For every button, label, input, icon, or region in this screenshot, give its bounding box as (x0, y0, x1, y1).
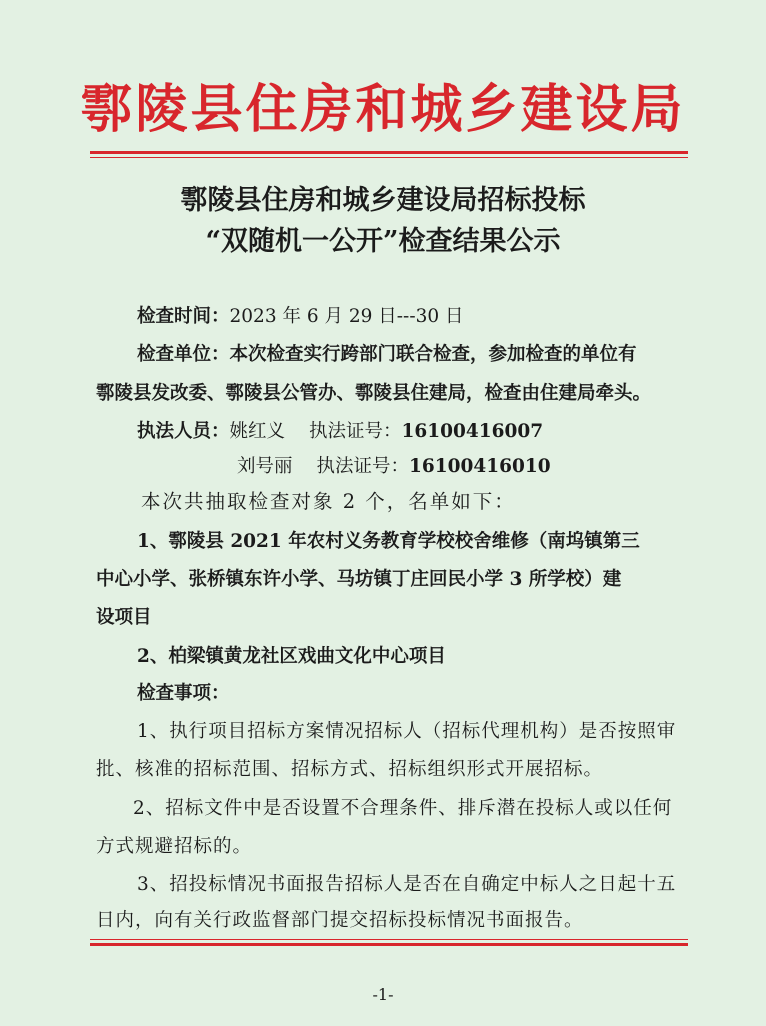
inspection-unit-label: 检查单位： (137, 344, 230, 365)
item-3-line1: 3、招投标情况书面报告招标人是否在自确定中标人之日起十五 (137, 874, 677, 895)
project-2: 2、柏梁镇黄龙社区戏曲文化中心项目 (137, 646, 446, 667)
sampling-intro: 本次共抽取检查对象 2 个，名单如下： (141, 490, 516, 513)
cert-number: 16100416007 (401, 421, 544, 442)
document-title-line2: “双随机一公开”检查结果公示 (205, 226, 561, 257)
enforcer-name: 姚红义 (229, 421, 286, 442)
cert-label: 执法证号： (316, 456, 410, 477)
item-1-line2: 批、核准的招标范围、招标方式、招标组织形式开展招标。 (96, 759, 604, 780)
inspection-time (137, 305, 464, 329)
page-number: -1- (372, 985, 394, 1004)
project-1-line3: 设项目 (96, 607, 152, 628)
project-1-line1: 1、鄠陵县 2021 年农村义务教育学校校舍维修（南坞镇第三 (137, 531, 640, 552)
enforcers-label: 执法人员： (137, 421, 230, 442)
document-title-line1: 鄠陵县住房和城乡建设局招标投标 (180, 185, 586, 216)
cert-label: 执法证号： (309, 421, 402, 442)
item-2-line2: 方式规避招标的。 (96, 836, 253, 857)
inspection-unit-value-line1: 本次检查实行跨部门联合检查，参加检查的单位有 (229, 344, 637, 365)
inspection-items-heading: 检查事项： (137, 683, 230, 704)
footer-rule-thin (90, 939, 688, 940)
project-1-line2: 中心小学、张桥镇东许小学、马坊镇丁庄回民小学 3 所学校）建 (96, 569, 622, 590)
cert-number: 16100416010 (409, 456, 551, 477)
enforcer-row-2 (237, 455, 551, 479)
enforcer-name: 刘号丽 (237, 456, 293, 477)
item-3-line2: 日内，向有关行政监督部门提交招标投标情况书面报告。 (96, 910, 584, 931)
footer-rule-thick (90, 943, 688, 946)
inspection-unit (137, 343, 637, 367)
inspection-time-label: 检查时间： (137, 306, 230, 327)
item-1-line1: 1、执行项目招标方案情况招标人（招标代理机构）是否按照审 (137, 721, 677, 742)
issuing-authority-title: 鄠陵县住房和城乡建设局 (80, 79, 686, 140)
header-rule-thin (90, 157, 688, 158)
item-2-line1: 2、招标文件中是否设置不合理条件、排斥潜在投标人或以任何 (133, 798, 673, 819)
header-rule-thick (90, 151, 688, 154)
enforcer-row-1 (137, 420, 543, 444)
inspection-time-value: 2023 年 6 月 29 日---30 日 (229, 306, 464, 327)
inspection-unit-value-line2: 鄠陵县发改委、鄠陵县公管办、鄠陵县住建局，检查由住建局牵头。 (96, 383, 652, 404)
